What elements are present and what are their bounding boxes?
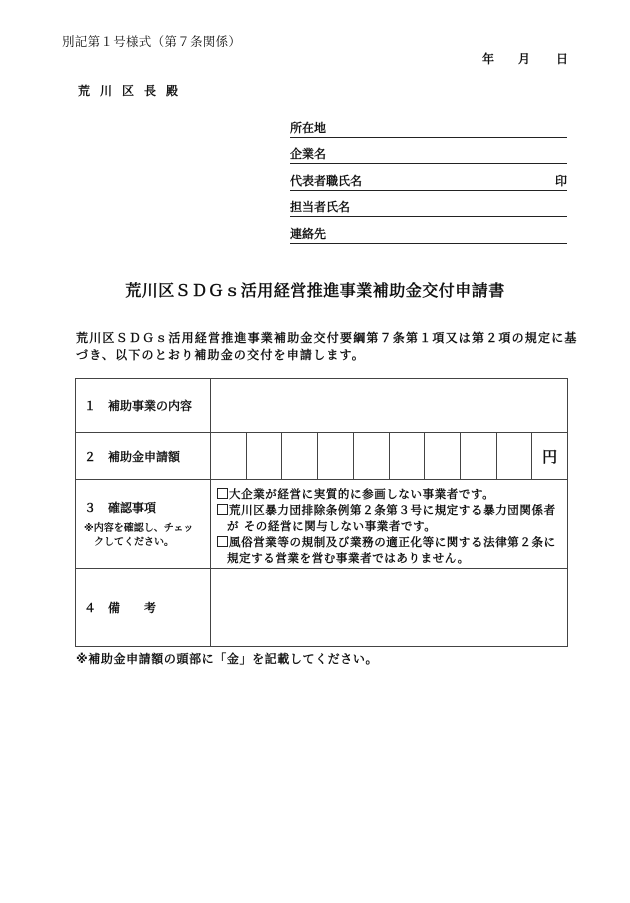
footnote: ※補助金申請額の頭部に「金」を記載してください。 — [76, 652, 379, 666]
date-month-label: 月 — [518, 52, 531, 66]
amount-digit-cell[interactable] — [461, 433, 497, 479]
seal-mark: 印 — [554, 174, 567, 188]
confirmation-label: ３ 確認事項 — [84, 500, 157, 515]
checkbox-icon[interactable] — [217, 504, 228, 515]
contact-person-label: 担当者氏名 — [290, 200, 351, 214]
remarks-header — [76, 569, 211, 647]
check-item-antisocial[interactable] — [217, 502, 563, 534]
table-row-amount — [76, 433, 568, 480]
document-title: 荒川区ＳＤＧｓ活用経営推進事業補助金交付申請書 — [125, 281, 505, 300]
amount-header — [76, 433, 211, 480]
checkbox-icon[interactable] — [217, 488, 228, 499]
remarks-input[interactable] — [211, 569, 568, 647]
application-table — [75, 378, 568, 647]
contact-info-field[interactable] — [290, 225, 567, 244]
date-year-label: 年 — [482, 52, 495, 66]
representative-field[interactable] — [290, 172, 567, 191]
confirmation-header — [76, 480, 211, 569]
addressee: 荒川区長殿 — [78, 84, 189, 98]
table-row-remarks — [76, 569, 568, 647]
table-row-project-content — [76, 379, 568, 433]
amount-input-area — [211, 433, 568, 480]
project-content-input[interactable] — [211, 379, 568, 433]
body-text-line-2: づき、以下のとおり補助金の交付を申請します。 — [76, 348, 365, 362]
check-item-text-cont: 規定する営業を営む事業者ではありません。 — [227, 551, 470, 565]
check-item-adult-business[interactable] — [217, 534, 563, 566]
checkbox-icon[interactable] — [217, 536, 228, 547]
amount-digit-cell[interactable] — [390, 433, 426, 479]
date-day-label: 日 — [556, 52, 569, 66]
amount-digit-cell[interactable] — [318, 433, 354, 479]
contact-info-label: 連絡先 — [290, 227, 327, 241]
confirmation-note — [84, 522, 210, 550]
check-item-text: 風俗営業等の規制及び業務の適正化等に関する法律第２条に — [229, 535, 556, 549]
check-item-text-cont: が その経営に関与しない事業者です。 — [227, 519, 437, 533]
body-text-line-1: 荒川区ＳＤＧｓ活用経営推進事業補助金交付要綱第７条第１項又は第２項の規定に基 — [76, 331, 578, 345]
location-label: 所在地 — [290, 121, 327, 135]
company-name-field[interactable] — [290, 145, 567, 164]
amount-digit-cell[interactable] — [425, 433, 461, 479]
confirmation-note-line-1: ※内容を確認し、チェッ — [84, 522, 194, 534]
amount-digit-cell[interactable] — [497, 433, 533, 479]
amount-label: ２ 補助金申請額 — [84, 449, 181, 464]
amount-digit-cell[interactable] — [247, 433, 283, 479]
project-content-label: １ 補助事業の内容 — [84, 399, 193, 413]
representative-label: 代表者職氏名 — [290, 174, 363, 188]
confirmation-checklist — [211, 480, 568, 569]
yen-unit: 円 — [542, 447, 558, 466]
check-item-text: 荒川区暴力団排除条例第２条第３号に規定する暴力団関係者 — [229, 503, 556, 517]
check-item-text: 大企業が経営に実質的に参画しない事業者です。 — [229, 487, 495, 501]
check-item-large-enterprise[interactable] — [217, 486, 563, 502]
amount-digit-cell[interactable] — [282, 433, 318, 479]
project-content-header — [76, 379, 211, 433]
company-name-label: 企業名 — [290, 147, 327, 161]
contact-person-field[interactable] — [290, 198, 567, 217]
table-row-confirmation — [76, 480, 568, 569]
amount-digit-cell[interactable] — [211, 433, 247, 479]
confirmation-note-line-2: クしてください。 — [94, 536, 174, 548]
amount-digit-cell[interactable] — [354, 433, 390, 479]
remarks-label: ４ 備 考 — [84, 601, 157, 615]
form-reference: 別記第１号様式（第７条関係） — [62, 34, 242, 49]
location-field[interactable] — [290, 119, 567, 138]
